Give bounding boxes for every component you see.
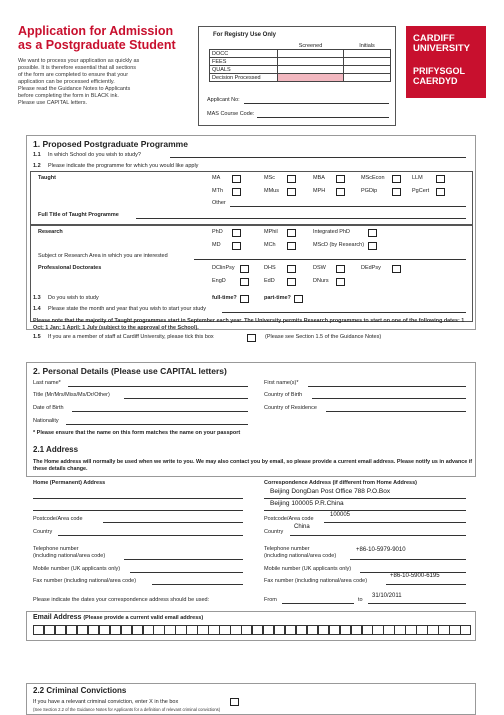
- registry-cell[interactable]: [278, 50, 344, 58]
- option-label: MCh: [264, 242, 276, 248]
- home-postcode-field[interactable]: [103, 522, 243, 523]
- option-label: PhD: [212, 229, 223, 235]
- title-line-1: Application for Admission: [18, 24, 174, 38]
- q14-number: 1.4: [33, 306, 41, 312]
- section-1-heading: 1. Proposed Postgraduate Programme: [33, 139, 188, 149]
- dob-field[interactable]: [72, 411, 248, 412]
- start-date-field[interactable]: [222, 312, 466, 313]
- prof-doc-label: Professional Doctorates: [38, 265, 102, 271]
- option-label: PGDip: [361, 188, 378, 194]
- home-country-field[interactable]: [58, 535, 243, 536]
- passport-note: * Please ensure that the name on this form matches the name on your passport: [33, 430, 241, 436]
- option-label: LLM: [412, 175, 423, 181]
- email-char-cell[interactable]: [460, 625, 471, 635]
- q13-number: 1.3: [33, 295, 41, 301]
- checkbox-msc[interactable]: [287, 175, 296, 183]
- registry-cell[interactable]: [344, 50, 391, 58]
- checkbox-full-time[interactable]: [240, 295, 249, 303]
- checkbox-mscecon[interactable]: [392, 175, 401, 183]
- dates-question: Please indicate the dates your correspondence address should be used:: [33, 597, 210, 603]
- intro-line: Please use CAPITAL letters.: [18, 100, 88, 106]
- option-label: MBA: [313, 175, 325, 181]
- email-char-cell[interactable]: [307, 625, 318, 635]
- corr-mobile-label: Mobile number (UK applicants only): [264, 566, 352, 572]
- option-label: MScEcon: [361, 175, 385, 181]
- checkbox-mba[interactable]: [336, 175, 345, 183]
- intro-line: We want to process your application as quickly as: [18, 58, 140, 64]
- corr-country-field[interactable]: [290, 535, 466, 536]
- corr-address-value-1[interactable]: Beijing DongDan Post Office 788 P.O.Box: [270, 488, 391, 495]
- registry-title: For Registry Use Only: [213, 32, 277, 38]
- criminal-note: (See Section 2.2 of the Guidance Notes for Applicants for a definition of relevant criminal convictions): [33, 707, 221, 712]
- taught-label: Taught: [38, 175, 56, 181]
- to-date-field[interactable]: [368, 603, 466, 604]
- q14-text: Please state the month and year that you wish to start your study: [48, 306, 207, 312]
- email-char-cell[interactable]: [143, 625, 154, 635]
- option-label: MTh: [212, 188, 223, 194]
- option-label: MD: [212, 242, 221, 248]
- col-initials: Initials: [359, 42, 375, 49]
- q11-number: 1.1: [33, 152, 41, 158]
- address-heading: 2.1 Address: [33, 445, 79, 454]
- option-label: MScD (by Research): [313, 242, 365, 248]
- other-field[interactable]: [230, 206, 466, 207]
- corr-fax-field[interactable]: [386, 584, 466, 585]
- checkbox-dhs[interactable]: [287, 265, 296, 273]
- checkbox-engd[interactable]: [240, 278, 249, 286]
- corr-fax-value[interactable]: +86-10-5900-6195: [390, 573, 440, 579]
- registry-cell[interactable]: [344, 66, 391, 74]
- corr-postcode-value[interactable]: 100005: [330, 512, 351, 518]
- q15-text: If you are a member of staff at Cardiff University, please tick this box: [48, 334, 214, 340]
- checkbox-phd[interactable]: [232, 229, 241, 237]
- checkbox-mscd[interactable]: [368, 242, 377, 250]
- university-logo: [406, 26, 486, 98]
- home-fax-field[interactable]: [152, 584, 243, 585]
- registry-row-label: FEES: [210, 58, 278, 66]
- home-country-label: Country: [33, 529, 53, 535]
- intro-line: before completing the form in BLACK ink.: [18, 93, 119, 99]
- q13-text: Do you wish to study: [48, 295, 99, 301]
- email-char-cell[interactable]: [164, 625, 175, 635]
- registry-row-label: QUALS: [210, 66, 278, 74]
- email-char-cell[interactable]: [55, 625, 66, 635]
- checkbox-criminal[interactable]: [230, 698, 239, 706]
- registry-cell[interactable]: [344, 58, 391, 66]
- email-char-cell[interactable]: [296, 625, 307, 635]
- option-label: DEdPsy: [361, 265, 381, 271]
- email-char-cell[interactable]: [186, 625, 197, 635]
- logo-english: [413, 34, 470, 54]
- home-tel-label: Telephone number: [33, 546, 79, 552]
- corr-address-label: Correspondence Address (if different from Home Address): [264, 480, 418, 486]
- applicant-no-label: Applicant No:: [207, 97, 240, 103]
- checkbox-edd[interactable]: [287, 278, 296, 286]
- corr-tel-value[interactable]: +86-10-5979-9010: [356, 547, 406, 553]
- last-name-label: Last name*: [33, 380, 61, 386]
- option-label: EdD: [264, 278, 275, 284]
- school-field[interactable]: [170, 157, 466, 158]
- email-char-cell[interactable]: [394, 625, 405, 635]
- checkbox-mth[interactable]: [232, 188, 241, 196]
- home-fax-label: Fax number (including national/area code): [33, 578, 137, 584]
- corr-tel-field[interactable]: [350, 559, 466, 560]
- email-label-row: [33, 614, 203, 621]
- email-char-cell[interactable]: [362, 625, 373, 635]
- applicant-no-field[interactable]: [244, 103, 389, 104]
- checkbox-dsw[interactable]: [336, 265, 345, 273]
- full-title-field[interactable]: [136, 218, 466, 219]
- corr-country-label: Country: [264, 529, 284, 535]
- email-char-cell[interactable]: [263, 625, 274, 635]
- part-time-label: part-time?: [264, 295, 291, 301]
- registry-cell[interactable]: [278, 58, 344, 66]
- country-res-field[interactable]: [326, 411, 466, 412]
- email-char-cell[interactable]: [175, 625, 186, 635]
- email-char-cell[interactable]: [438, 625, 449, 635]
- intro-line: possible. It is therefore essential that all sections: [18, 65, 137, 71]
- email-char-cell[interactable]: [88, 625, 99, 635]
- checkbox-pgcert[interactable]: [436, 188, 445, 196]
- intro-line: of the form are completed to ensure that your: [18, 72, 129, 78]
- email-char-cell[interactable]: [99, 625, 110, 635]
- nationality-label: Nationality: [33, 418, 59, 424]
- email-char-cell[interactable]: [121, 625, 132, 635]
- home-address-label: Home (Permanent) Address: [33, 480, 106, 486]
- first-names-label: First name(s)*: [264, 380, 299, 386]
- checkbox-pgdip[interactable]: [392, 188, 401, 196]
- section-2-heading: 2. Personal Details (Please use CAPITAL letters): [33, 366, 227, 376]
- registry-panel: [198, 26, 396, 126]
- registry-row-label: DOCC: [210, 50, 278, 58]
- start-dates-note: Please note that the majority of Taught programmes start in September each year. The University permits Research programmes to start on one of the following dates: 1 Oct; 1 Jan; 1 April; 1 July (subject to the approval of the School).: [33, 318, 465, 331]
- q12-text: Please indicate the programme for which you would like apply: [48, 163, 199, 169]
- option-label: DClinPsy: [212, 265, 235, 271]
- checkbox-mphil[interactable]: [287, 229, 296, 237]
- country-birth-label: Country of Birth: [264, 392, 303, 398]
- email-char-cell[interactable]: [153, 625, 164, 635]
- registry-cell[interactable]: [278, 74, 344, 82]
- option-label: MSc: [264, 175, 275, 181]
- corr-fax-label: Fax number (including national/area code): [264, 578, 368, 584]
- logo-text: CARDIFF: [413, 33, 455, 44]
- research-label: Research: [38, 229, 63, 235]
- corr-address-line-1[interactable]: [264, 498, 466, 499]
- checkbox-dedpsy[interactable]: [392, 265, 401, 273]
- corr-tel-sublabel: (including national/area code): [264, 553, 337, 559]
- form-title: [18, 24, 176, 52]
- intro-text: [18, 58, 193, 107]
- email-char-cell[interactable]: [219, 625, 230, 635]
- email-cells[interactable]: [33, 625, 471, 635]
- registry-cell[interactable]: [344, 74, 391, 82]
- email-note: (Please provide a current valid email address): [83, 615, 204, 621]
- home-tel-field[interactable]: [124, 559, 243, 560]
- home-tel-sublabel: (including national/area code): [33, 553, 106, 559]
- email-char-cell[interactable]: [383, 625, 394, 635]
- checkbox-integrated-phd[interactable]: [368, 229, 377, 237]
- q11-text: In which School do you wish to study?: [48, 152, 141, 158]
- full-title-label: Full Title of Taught Programme: [38, 212, 119, 218]
- logo-text: UNIVERSITY: [413, 43, 471, 54]
- checkbox-mch[interactable]: [287, 242, 296, 250]
- option-label: PgCert: [412, 188, 430, 194]
- option-label: Integrated PhD: [313, 229, 350, 235]
- criminal-text: If you have a relevant criminal conviction, enter X in the box: [33, 699, 179, 705]
- registry-row-label: Decision Processed: [210, 74, 278, 82]
- email-char-cell[interactable]: [340, 625, 351, 635]
- email-char-cell[interactable]: [77, 625, 88, 635]
- mas-code-label: MAS Course Code:: [207, 111, 255, 117]
- email-char-cell[interactable]: [427, 625, 438, 635]
- email-char-cell[interactable]: [44, 625, 55, 635]
- to-label: to: [358, 597, 363, 603]
- email-char-cell[interactable]: [241, 625, 252, 635]
- email-char-cell[interactable]: [33, 625, 44, 635]
- corr-country-value[interactable]: China: [294, 524, 310, 530]
- email-char-cell[interactable]: [449, 625, 460, 635]
- logo-welsh: [413, 66, 465, 86]
- home-address-line-1[interactable]: [33, 498, 243, 499]
- home-address-line-2[interactable]: [33, 510, 243, 511]
- email-label: Email Address: [33, 614, 82, 621]
- option-label: MPH: [313, 188, 326, 194]
- title-line-2: as a Postgraduate Student: [18, 38, 176, 52]
- home-postcode-label: Postcode/Area code: [33, 516, 83, 522]
- to-date-value[interactable]: 31/10/2011: [372, 593, 402, 599]
- checkbox-dclinpsy[interactable]: [240, 265, 249, 273]
- checkbox-mmus[interactable]: [287, 188, 296, 196]
- country-birth-field[interactable]: [312, 398, 466, 399]
- option-label: DNurs: [313, 278, 329, 284]
- email-char-cell[interactable]: [416, 625, 427, 635]
- address-note: The Home address will normally be used when we write to you. We may also contact you by email, so please provide a current email address. Please notify us in advance if these details change.: [33, 459, 473, 472]
- intro-line: application can be processed efficiently.: [18, 79, 115, 85]
- checkbox-staff[interactable]: [247, 334, 256, 342]
- email-char-cell[interactable]: [329, 625, 340, 635]
- option-label: MA: [212, 175, 221, 181]
- country-res-label: Country of Residence: [264, 405, 317, 411]
- option-label: MPhil: [264, 229, 278, 235]
- subject-area-label: Subject or Research Area in which you are interested: [38, 253, 168, 259]
- checkbox-ma[interactable]: [232, 175, 241, 183]
- last-name-field[interactable]: [68, 386, 248, 387]
- email-char-cell[interactable]: [372, 625, 383, 635]
- title-label: Title (Mr/Mrs/Miss/Ms/Dr/Other): [33, 392, 110, 398]
- email-char-cell[interactable]: [318, 625, 329, 635]
- corr-postcode-field[interactable]: [324, 522, 466, 523]
- criminal-heading: 2.2 Criminal Convictions: [33, 686, 127, 695]
- email-char-cell[interactable]: [230, 625, 241, 635]
- option-label: DSW: [313, 265, 326, 271]
- other-label: Other: [212, 200, 226, 206]
- checkbox-part-time[interactable]: [294, 295, 303, 303]
- registry-cell[interactable]: [278, 66, 344, 74]
- email-char-cell[interactable]: [252, 625, 263, 635]
- option-label: EngD: [212, 278, 226, 284]
- logo-text: PRIFYSGOL: [413, 66, 466, 76]
- corr-postcode-label: Postcode/Area code: [264, 516, 314, 522]
- email-char-cell[interactable]: [132, 625, 143, 635]
- full-time-label: full-time?: [212, 295, 237, 301]
- first-names-field[interactable]: [308, 386, 466, 387]
- corr-tel-label: Telephone number: [264, 546, 310, 552]
- email-char-cell[interactable]: [197, 625, 208, 635]
- checkbox-md[interactable]: [232, 242, 241, 250]
- corr-address-line-2[interactable]: [264, 510, 466, 511]
- home-mobile-label: Mobile number (UK applicants only): [33, 566, 121, 572]
- home-mobile-field[interactable]: [130, 572, 243, 573]
- email-char-cell[interactable]: [66, 625, 77, 635]
- q15-note: (Please see Section 1.5 of the Guidance Notes): [265, 334, 382, 340]
- email-char-cell[interactable]: [351, 625, 362, 635]
- registry-table: [209, 42, 391, 82]
- email-char-cell[interactable]: [405, 625, 416, 635]
- logo-text: CAERDYD: [413, 76, 458, 86]
- option-label: DHS: [264, 265, 276, 271]
- col-screened: Screened: [298, 42, 323, 49]
- subject-area-field[interactable]: [194, 259, 466, 260]
- corr-address-value-2[interactable]: Beijing 100005 P.R.China: [270, 500, 344, 507]
- email-char-cell[interactable]: [285, 625, 296, 635]
- q12-number: 1.2: [33, 163, 41, 169]
- checkbox-dnurs[interactable]: [336, 278, 345, 286]
- intro-line: Please read the Guidance Notes to Applicants: [18, 86, 131, 92]
- mas-code-field[interactable]: [257, 117, 389, 118]
- email-char-cell[interactable]: [274, 625, 285, 635]
- checkbox-mph[interactable]: [336, 188, 345, 196]
- nationality-field[interactable]: [66, 424, 248, 425]
- title-field[interactable]: [124, 398, 248, 399]
- email-char-cell[interactable]: [110, 625, 121, 635]
- option-label: MMus: [264, 188, 279, 194]
- from-label: From: [264, 597, 277, 603]
- email-char-cell[interactable]: [208, 625, 219, 635]
- checkbox-llm[interactable]: [436, 175, 445, 183]
- from-date-field[interactable]: [282, 603, 354, 604]
- dob-label: Date of Birth: [33, 405, 64, 411]
- q15-number: 1.5: [33, 334, 41, 340]
